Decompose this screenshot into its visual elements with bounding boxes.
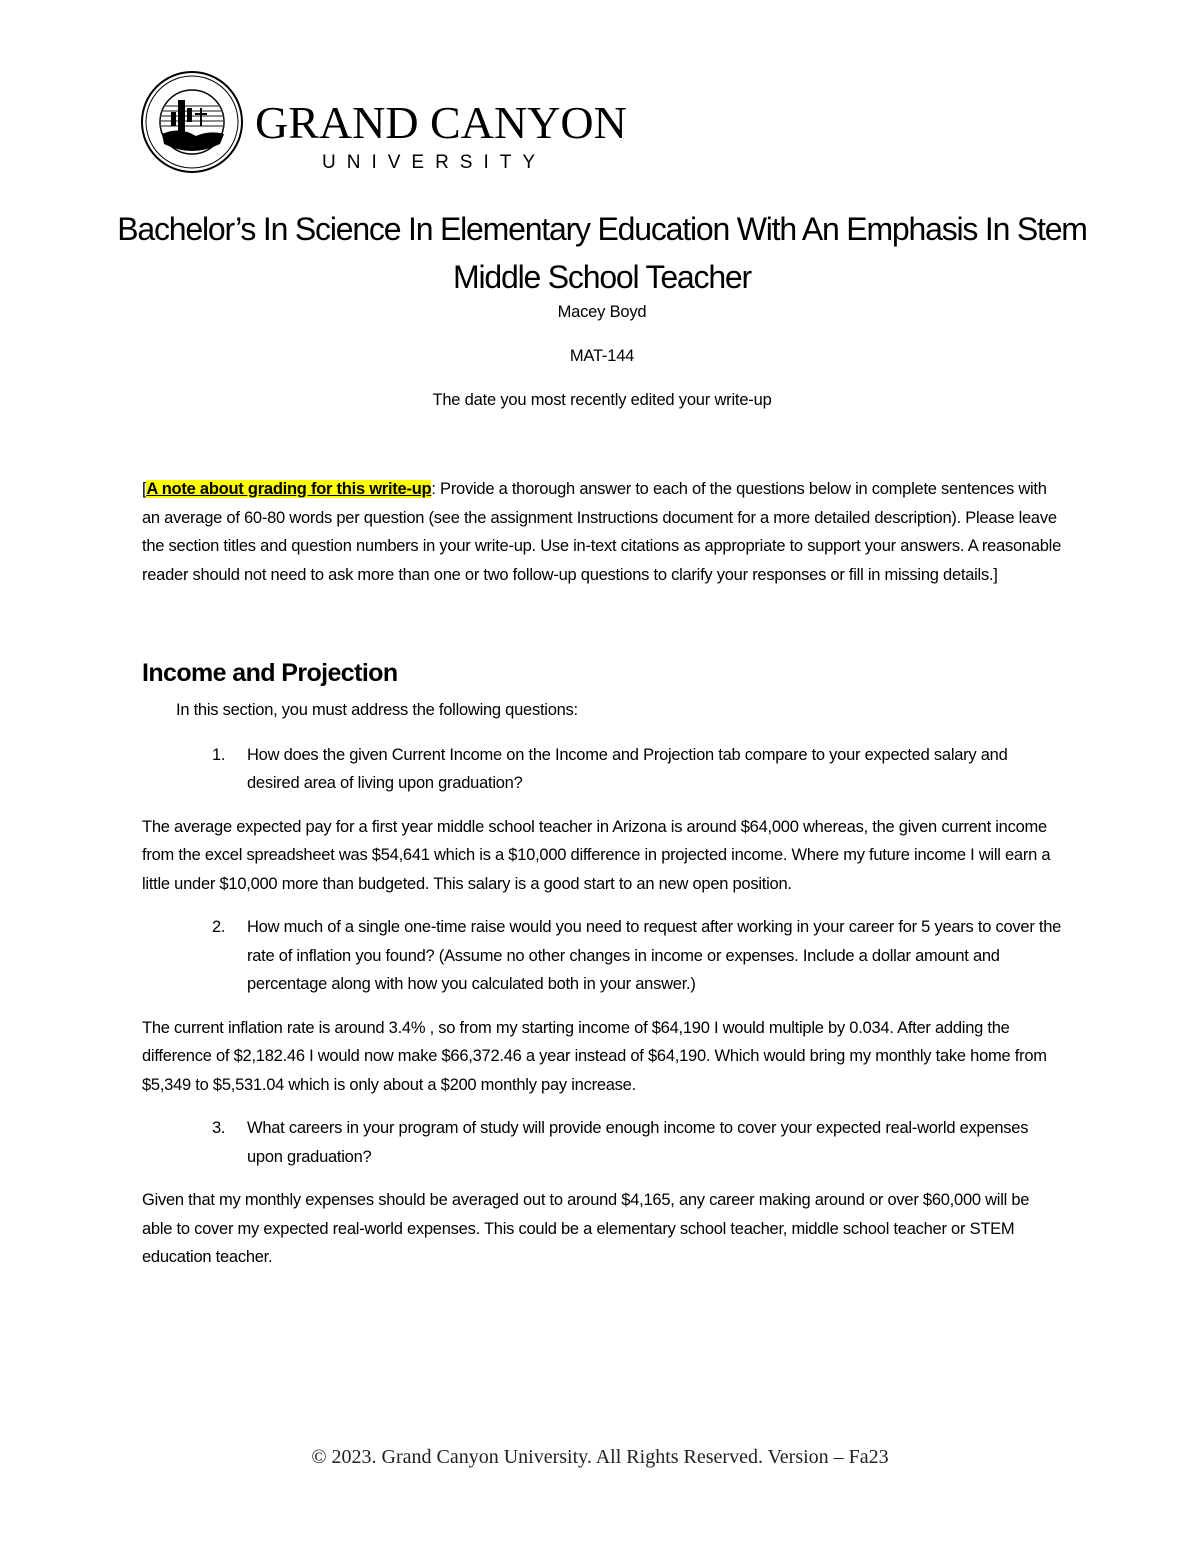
university-seal-icon xyxy=(140,70,244,174)
document-body xyxy=(117,180,1087,1272)
logo-subtitle: UNIVERSITY xyxy=(322,152,547,173)
question-number: 2. xyxy=(212,918,226,936)
question-1 xyxy=(212,741,1062,798)
copyright-footer: © 2023. Grand Canyon University. All Rights Reserved. Version – Fa23 xyxy=(311,1446,889,1468)
logo-wordmark: GRAND CANYON xyxy=(255,97,627,148)
author-name: Macey Boyd xyxy=(557,303,647,321)
section-intro: In this section, you must address the following questions: xyxy=(176,701,578,719)
date-line: The date you most recently edited your write-up xyxy=(432,391,772,409)
course-code: MAT-144 xyxy=(569,347,635,365)
question-text: What careers in your program of study will provide enough income to cover your expected real-world expenses upon graduation? xyxy=(247,1119,1029,1166)
document-title: Bachelor’s In Science In Elementary Education With An Emphasis In Stem Middle School Teacher xyxy=(117,211,1087,295)
answer-1: The average expected pay for a first year middle school teacher in Arizona is around $64,000 whereas, the given current income from the excel spreadsheet was $54,641 which is a $10,000 difference in projected income. Where my future income I will earn a little under $10,000 more than budgeted. This salary is a good start to an new open position. xyxy=(142,817,1051,893)
note-text: : Provide a thorough answer to each of the questions below in complete sentences with an average of 60-80 words per question (see the assignment Instructions document for a more detailed description). Please leave the section titles and question numbers in your write-up. Use in-text citations as appropriate to support your answers. A reasonable reader should not need to ask more than one or two follow-up questions to clarify your responses or fill in missing details.] xyxy=(142,480,1062,584)
answer-3: Given that my monthly expenses should be averaged out to around $4,165, any career making around or over $60,000 will be able to cover my expected real-world expenses. This could be a elementary school teacher, middle school teacher or STEM education teacher. xyxy=(142,1191,1030,1266)
university-logo xyxy=(140,70,627,180)
note-bracket: [ xyxy=(142,480,147,498)
question-number: 1. xyxy=(212,745,226,764)
question-number: 3. xyxy=(212,1119,226,1137)
question-text: How does the given Current Income on the Income and Projection tab compare to your expected salary and desired area of living upon graduation? xyxy=(247,745,1008,792)
question-text: How much of a single one-time raise would you need to request after working in your career for 5 years to cover the rate of inflation you found? (Assume no other changes in income or expenses. Include a dollar amount and percentage along with how you calculated both in your answer.) xyxy=(247,918,1062,993)
note-label: A note about grading for this write-up xyxy=(146,480,432,498)
question-2 xyxy=(212,913,1062,999)
question-3 xyxy=(212,1114,1062,1171)
section-heading: Income and Projection xyxy=(142,659,398,687)
grading-note xyxy=(142,475,1062,589)
answer-2: The current inflation rate is around 3.4% , so from my starting income of $64,190 I would multiple by 0.034. After adding the difference of $2,182.46 I would now make $66,372.46 a year instead of $64,190. Which would bring my monthly take home from $5,349 to $5,531.04 which is only about a $200 monthly pay increase. xyxy=(142,1018,1047,1094)
